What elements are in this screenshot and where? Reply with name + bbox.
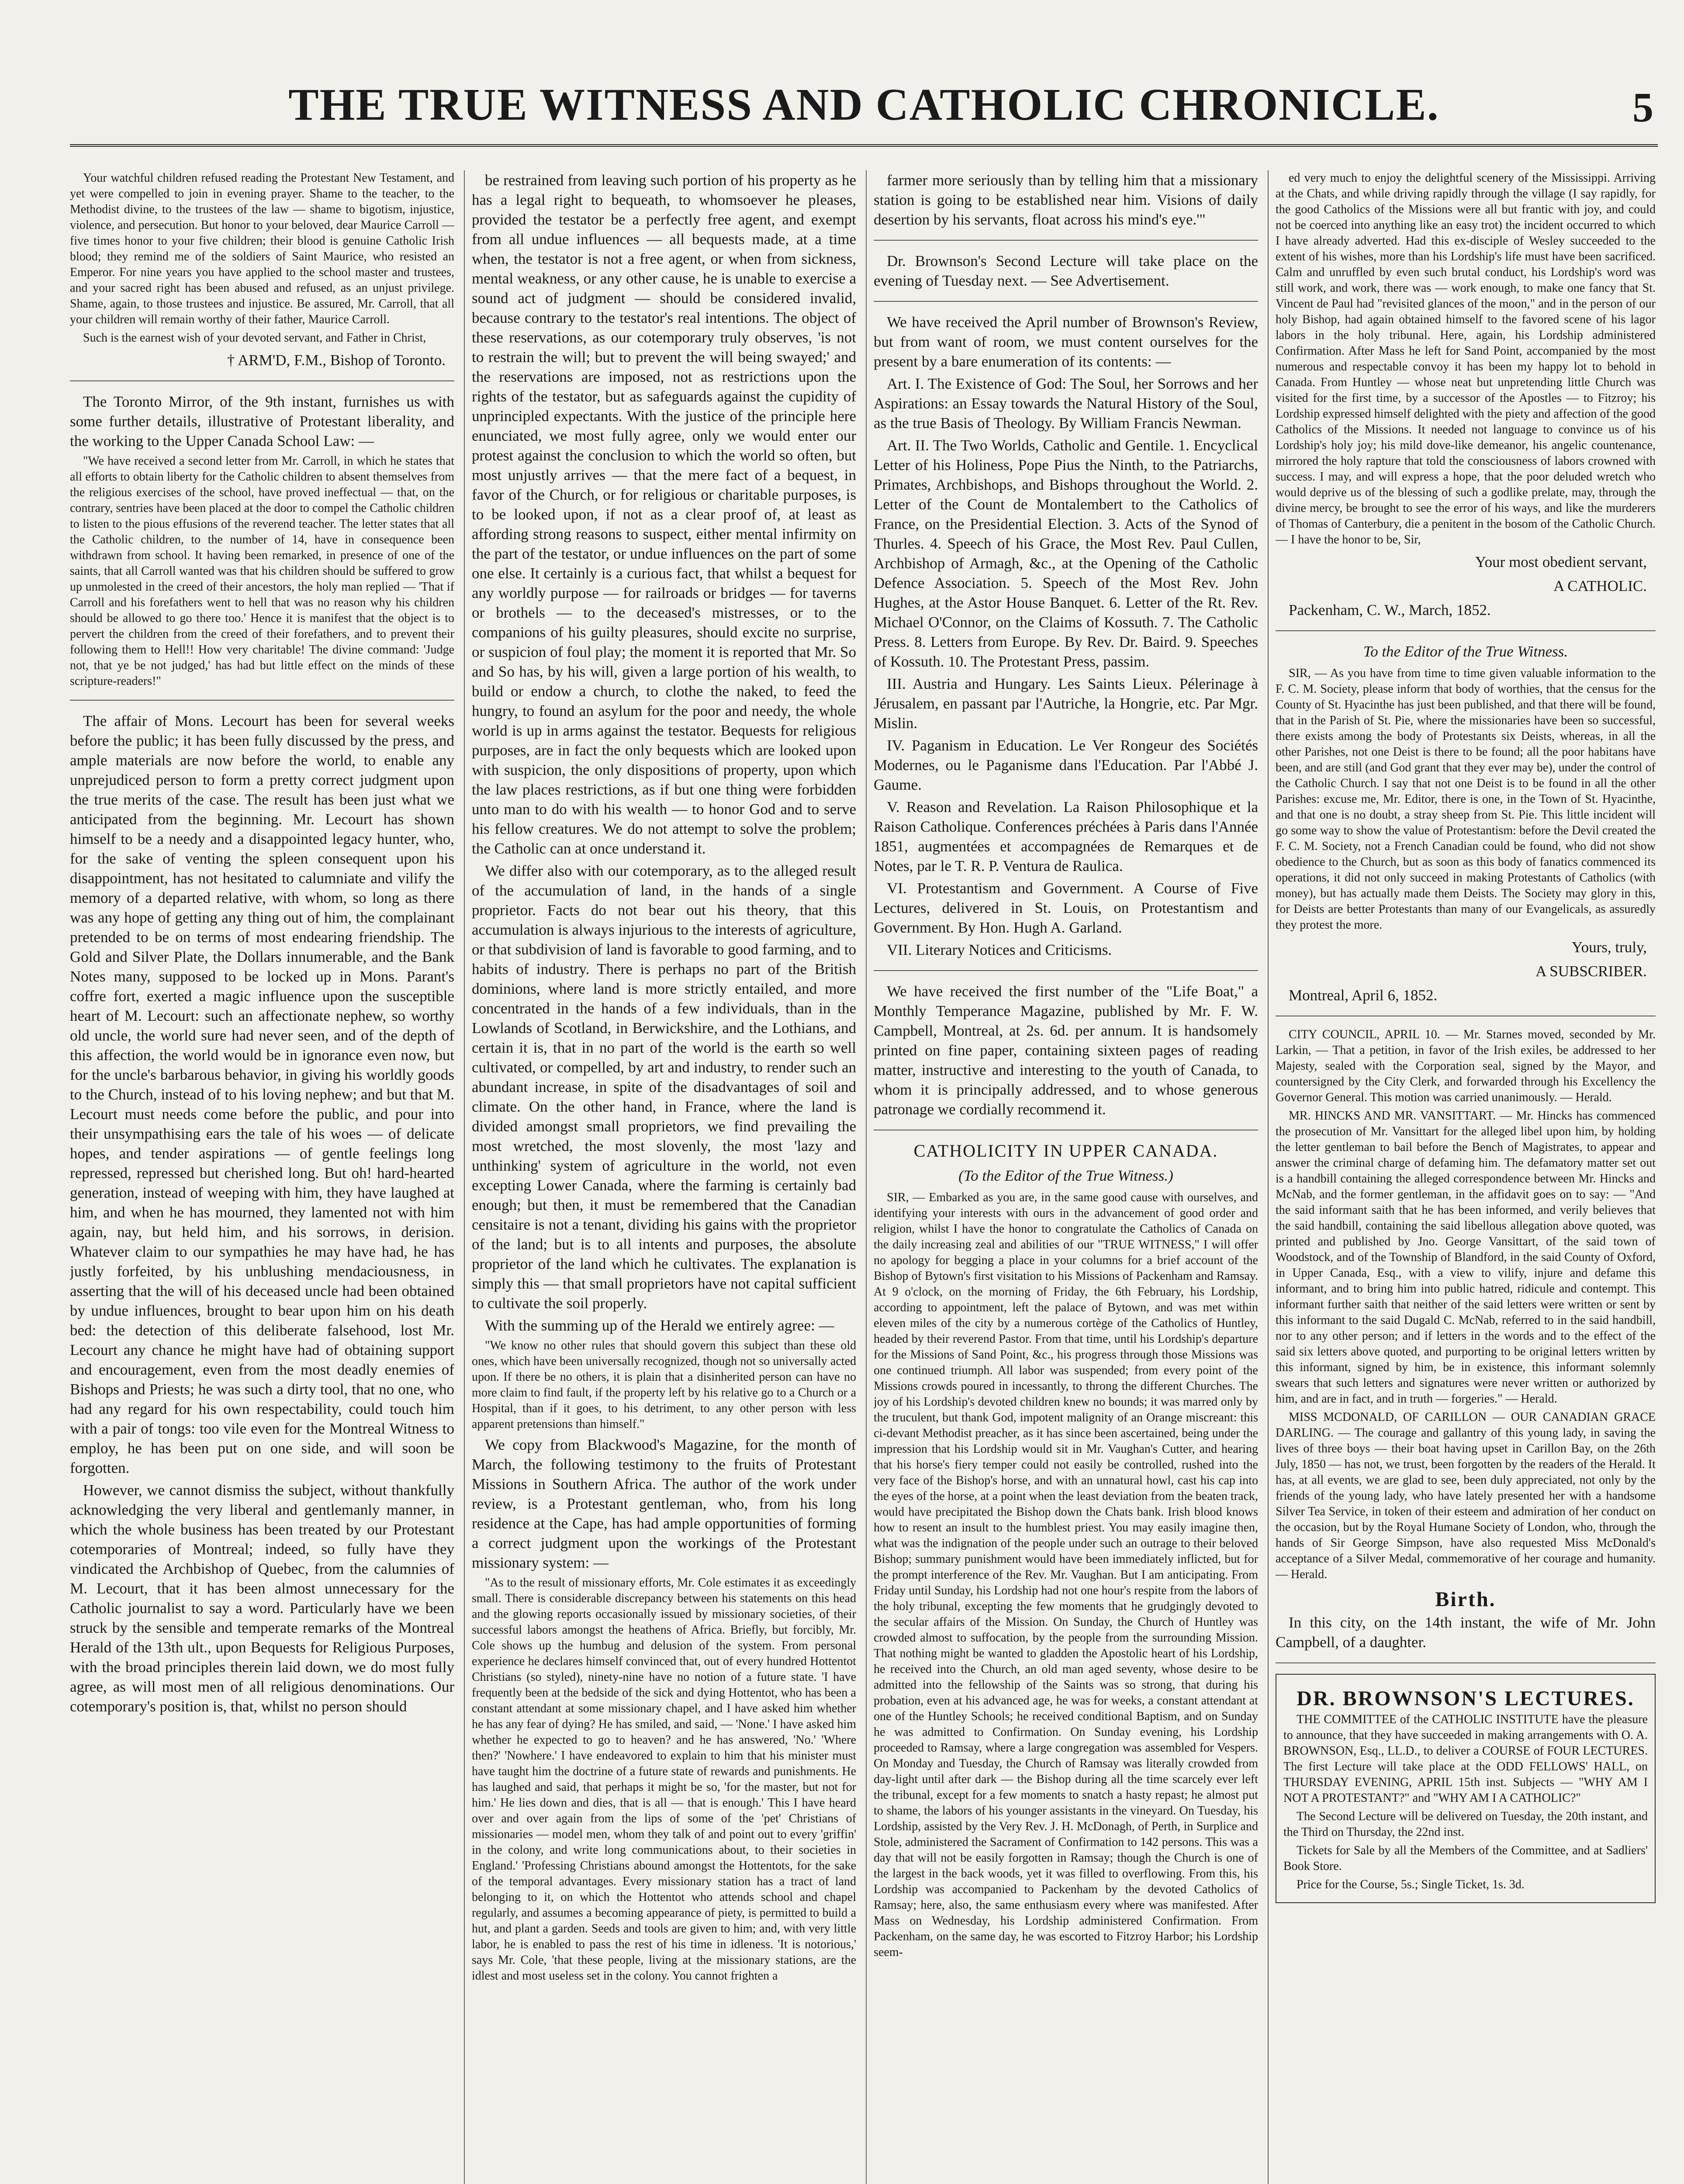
section-subheading: To the Editor of the True Witness.: [1363, 643, 1568, 660]
rule: [874, 240, 1258, 241]
birth-notice: In this city, on the 14th instant, the wife of Mr. John Campbell, of a daughter.: [1276, 1614, 1656, 1651]
news-item: CITY COUNCIL, APRIL 10. — Mr. Starnes moved, seconded by Mr. Larkin, — That a petition, in favor of the Irish exiles, be addressed to her Majesty, sealed with the Corporation seal, signed by the Mayor, and countersigned by the City Clerk, and forwarded through his Excellency the Governor General. This motion was carried unanimously. — Herald.: [1276, 1028, 1656, 1104]
review-item: Art. II. The Two Worlds, Catholic and Gentile. 1. Encyclical Letter of his Holiness, Pope Pius the Ninth, to the Patriarchs, Primates, Archbishops, and Bishops throughout the World. 2. Letter of the Count de Montalembert to the Catholics of France, on the Presidential Election. 3. Acts of the Synod of Thurles. 4. Speech of his Grace, the Most Rev. Paul Cullen, Archbishop of Armagh, &c., at the Opening of the Catholic Defence Association. 5. Speech of the Most Rev. John Hughes, at the Astor House Banquet. 6. Letter of the Rt. Rev. Michael O'Connor, on the Claims of Kossuth. 7. The Catholic Press. 8. Letters from Europe. By Rev. Dr. Baird. 9. Speeches of Kossuth. 10. The Protestant Press, passim.: [874, 437, 1258, 670]
rule: [70, 700, 454, 701]
advertisement-note: Tickets for Sale by all the Members of the Committee, and at Sadliers' Book Store.: [1283, 1844, 1648, 1873]
rule: [874, 970, 1258, 971]
review-item: V. Reason and Revelation. La Raison Philosophique et la Raison Catholique. Conferences préchées à Paris dans l'Année 1851, augmentées et accompagnées de Remarques et de Notes, par le T. R. P. Ventura de Raulica.: [874, 798, 1258, 874]
column-divider: [1268, 170, 1269, 2184]
column-4: [1276, 170, 1656, 2184]
advertisement-price: Price for the Course, 5s.; Single Ticket, 1s. 3d.: [1297, 1878, 1525, 1891]
page-number: 5: [1632, 84, 1653, 131]
letter-text: ed very much to enjoy the delightful scenery of the Mississippi. Arriving at the Chats, and while driving rapidly through the village (I say rapidly, for the good Catholics of the Missions were all but frantic with joy, and could not be coerced into anything like an easy trot) the incident occurred to which I have already adverted. Had this ex-disciple of Wesley succeeded to the extent of his wishes, more than his Lordship's life must have been sacrificed. Calm and unruffled by even such brutal conduct, his Lordship's word was still work, and work, there was — work enough, to make one fancy that St. Vincent de Paul had "revisited glances of the moon," and in the person of our holy Bishop, had again obtained himself to the favored scene of his lagor labors in the holy tribunal. Here, again, his Lordship administered Confirmation. After Mass he left for Sand Point, accompanied by the most numerous and respectable convoy it has been my happy lot to behold in Canada. From Huntley — whose neat but unpretending little Church was visited for the first time, by a successor of the Apostles — to Fitzroy; his Lordship expressed himself delighted with the piety and affection of the good Catholics of the Missions. It needed not language to convince us of his Lordship's holy joy; his mild dove-like demeanor, his angelic countenance, mirrored the holy rapture that told the consciousness of labors crowned with success. I may, and will express a hope, that the poor deluded wretch who would deprive us of the blessing of such a godlike prelate, may, through the divine mercy, be brought to see the error of his ways, and like the murderers of Thomas of Canterbury, die a penitent in the bosom of the Catholic Church. — I have the honor to be, Sir,: [1276, 171, 1656, 546]
review-item: IV. Paganism in Education. Le Ver Rongeur des Sociétés Modernes, ou le Paganisme dans l'Education. Par l'Abbé J. Gaume.: [874, 737, 1258, 793]
column-1: [70, 170, 454, 2184]
masthead: [70, 74, 1658, 157]
rule: [70, 380, 454, 381]
quotation: "As to the result of missionary efforts, Mr. Cole estimates it as exceedingly small. There is considerable discrepancy between his statements on this head and the glowing reports occasionally issued by missionary societies, of their successful labors amongst the heathens of Africa. Briefly, but forcibly, Mr. Cole shows up the humbug and delusion of the system. From personal experience he declares himself convinced that, out of every hundred Hottentot Christians (so styled), ninety-nine have no notion of a future state. 'I have frequently been at the bedside of the sick and dying Hottentot, who has been a constant attendant at some missionary chapel, and I have asked him whether he has any fear of dying? He has smiled, and said, — 'None.' I have asked him whether he expected to go to heaven? and he has answered, 'No.' 'Where then?' 'Nowhere.' I have endeavored to explain to him that his minister must have taught him the doctrine of a future state of rewards and punishments. He has laughed and said, that perhaps it might be so, 'for the master, but not for him.' He lies down and dies, that is all — that is enough.' This I have heard over and over again from the lips of some of the 'pet' Christians of missionaries — model men, whom they talk of and point out to every 'griffin' in the colony, and write long communications about, to their societies in England.' 'Professing Christians abound amongst the Hottentots, for the sake of the temporal advantages. Every missionary station has a tract of land belonging to it, on which the Hottentot who attends school and chapel regularly, and assumes a becoming appearance of piety, is permitted to build a hut, and plant a garden. Seeds and tools are given to him; and, with very little labor, he is enabled to pass the rest of his time in idleness. 'It is notorious,' says Mr. Cole, 'that these people, living at the missionary stations, are the idlest and most useless set in the colony. You cannot frighten a: [472, 1576, 856, 1983]
article-paragraph: We copy from Blackwood's Magazine, for the month of March, the following testimony to the fruits of Protestant Missions in Southern Africa. The author of the work under review, is a Protestant gentleman, who, from his long residence at the Cape, has had ample opportunities of forming a correct judgment upon the workings of the Protestant missionary system: —: [472, 1436, 856, 1571]
letter-text: SIR, — As you have from time to time given valuable information to the F. C. M. Society, please inform that body of worthies, that the census for the County of St. Hyacinthe has just been published, and that there will be found, that in the Parish of St. Pie, where the missionaries have been so successful, there exists among the body of Protestants six Deists, whereas, in all the other Parishes, not one Deist is there to be found; all the poor habitans have been, and are still (and God grant that they ever may be), under the control of the Catholic Church. I say that not one Deist is to be found in all the other Parishes: excuse me, Mr. Editor, there is one, in the Town of St. Hyacinthe, and that one is no doubt, a stray sheep from St. Pie. This little incident will go some way to show the value of Protestantism: before the Devil created the F. C. M. Society, not a French Canadian could be found, who did not show obedience to the Church, but as soon as this body of fanatics commenced its operations, it did not only succeed in making Protestants of Catholics (with money), but has actually made them Deists. The Society may glory in this, for Deists are better Protestants than many of our Evangelicals, as assuredly they protest the more.: [1276, 667, 1656, 932]
signature-name: A CATHOLIC.: [1553, 577, 1647, 594]
column-divider: [866, 170, 867, 2184]
article-paragraph: With the summing up of the Herald we entirely agree: —: [485, 1317, 834, 1334]
dateline: Montreal, April 6, 1852.: [1289, 987, 1438, 1004]
lecture-advertisement: [1276, 1674, 1656, 1903]
review-item: Art. I. The Existence of God: The Soul, her Sorrows and her Aspirations: an Essay towards the Natural History of the Soul, as the true Basis of Theology. By William Francis Newman.: [874, 375, 1258, 432]
advertisement-title: DR. BROWNSON'S LECTURES.: [1297, 1687, 1635, 1710]
dateline: Packenham, C. W., March, 1852.: [1289, 601, 1491, 619]
quotation: "We know no other rules that should govern this subject than these old ones, which have been universally recognized, though not so universally acted upon. If there be no others, it is plain that a disinherited person can have no more claim to find fault, if the property left by his relative go to a Church or a Hospital, than if it goes, to his detriment, to any other person with less apparent pretensions than himself.": [472, 1339, 856, 1431]
news-item: MISS MCDONALD, OF CARILLON — OUR CANADIAN GRACE DARLING. — The courage and gallantry of this young lady, in saving the lives of three boys — their boat having upset in Carillon Bay, on the 26th July, 1850 — has not, we trust, been forgotten by the readers of the Herald. It has, at all events, we are glad to see, been duly appreciated, not only by the friends of the young lady, who have lately presented her with a handsome Silver Tea Service, in token of their esteem and admiration of her conduct on the occasion, but by the Royal Humane Society of London, who, through the hands of Sir George Simpson, have also requested Miss McDonald's acceptance of a Silver Medal, commemorative of her courage and humanity. — Herald.: [1276, 1410, 1656, 1581]
article-paragraph: We differ also with our cotemporary, as to the alleged result of the accumulation of land, in the hands of a single proprietor. Facts do not bear out his theory, that this accumulation is always injurious to the interests of agriculture, or that subdivision of land is favorable to good farming, and to habits of industry. There is perhaps no part of the British dominions, where land is more strictly entailed, and more concentrated in the hands of a few individuals, than in the Lowlands of Scotland, in Berwickshire, and the Lothians, and certain it is, that in no part of the world is the earth so well cultivated, or compelled, by art and industry, to render such an abundant increase, in spite of the disadvantages of soil and climate. On the other hand, in France, where the land is divided amongst small proprietors, we find prevailing the most wretched, the most slovenly, the most 'lazy and unthinking' system of agriculture in the world, not even excepting Lower Canada, where the farming is certainly bad enough; but then, it must be remembered that the Canadian censitaire is not a tenant, dividing his gains with the proprietor of the land; but is to all intents and purposes, the absolute proprietor of the land which he cultivates. The explanation is simply this — that small proprietors have not capital sufficient to cultivate the soil properly.: [472, 862, 856, 1312]
rule: [874, 301, 1258, 302]
column-divider: [464, 170, 465, 2184]
review-item: VI. Protestantism and Government. A Course of Five Lectures, delivered in St. Louis, on Protestantism and Government. By Hon. Hugh A. Garland.: [874, 880, 1258, 936]
news-item: MR. HINCKS AND MR. VANSITTART. — Mr. Hincks has commenced the prosecution of Mr. Vansittart for the alleged libel upon him, by holding the letter gentleman to bail before the Bench of Magistrates, to appear and answer the criminal charge of defaming him. The defamatory matter set out is a handbill containing the alleged correspondence between Mr. Hincks and McNab, and the former gentleman, in the affidavit goes on to say: — "And the said informant saith that he has been informed, and verily believes that the said handbill, containing the said libellous allegation above quoted, was printed and published by Jno. George Vansittart, of the said town of Woodstock, and of the Township of Blandford, in the said County of Oxford, in Upper Canada, Esq., with a view to vilify, injure and defame this informant, and to bring him into public hatred, ridicule and contempt. This informant further saith that neither of the said letters were written or sent by this informant to the said Dugald C. McNab, referred to in the said handbill, nor to any other person; and if letters in the words and to the effect of the said six letters above quoted, and purporting to be original letters written by this informant, signed by him, be in existence, this informant solemnly swears that such letters and signatures were never written or authorized by him, and are in fact, and in truth — forgeries." — Herald.: [1276, 1109, 1656, 1406]
letter-text: Your watchful children refused reading the Protestant New Testament, and yet were compelled to join in evening prayer. Shame to the teacher, to the Methodist divine, to the trustees of the law — shame to bigotism, injustice, violence, and persecution. But honor to your beloved, dear Maurice Carroll — five times honor to your five children; their blood is genuine Catholic Irish blood; they remind me of the soldiers of Saint Maurice, who resisted an Emperor. For nine years you have applied to the school master and trustees, and your sacred right has been abused and refused, as an unjust privilege. Shame, again, to those trustees and injustice. Be assured, Mr. Carroll, that all your children will remain worthy of their father, Maurice Carroll.: [70, 171, 454, 326]
section-heading: CATHOLICITY IN UPPER CANADA.: [913, 1141, 1218, 1161]
article-paragraph: The affair of Mons. Lecourt has been for several weeks before the public; it has been fully discussed by the press, and ample materials are now before the world, to enable any unprejudiced person to form a pretty correct judgment upon the true merits of the case. The result has been just what we anticipated from the beginning. Mr. Lecourt has shown himself to be a needy and a disappointed legacy hunter, who, for the sake of venting the spleen consequent upon his disappointment, has not hesitated to calumniate and vilify the memory of a departed relative, with whom, so long as there was any hope of getting any thing out of him, the complainant pretended to be on terms of most endearing friendship. The Gold and Silver Plate, the Dollars innumerable, and the Bank Notes many, supposed to be locked up in Mons. Parant's coffre fort, exerted a magic influence upon the susceptible heart of M. Lecourt: such an affectionate nephew, so worthy old uncle, the world sure had never seen, and of the depth of this affection, the world would be in ignorance even now, but for the uncle's barbarous behavior, in giving his worldly goods to the Church, instead of to his loving nephew; and but that M. Lecourt must needs come before the public, and pour into their unsympathising ears the tale of his woes — of delicate hopes, and tender aspirations — of gentle feelings long repressed, repressed but cherished long. But oh! hard-hearted generation, instead of weeping with him, they have laughed at him, and when he has mourned, they lamented not with him again, nay, but held him, and his sorrows, in derision. Whatever claim to our sympathies he may have had, he has justly forfeited, by his unblushing mendaciousness, in asserting that the will of his deceased uncle had been obtained by undue influences, brought to bear upon him on his death bed: the detection of this deliberate falsehood, lost Mr. Lecourt any chance he might have had of obtaining support and encouragement, even from the most deadly enemies of Bishops and Priests; he was such a dirty tool, that no one, who had any regard for his own respectability, could touch him with a pair of tongs: too vile even for the Montreal Witness to employ, he has been put on one side, and will soon be forgotten.: [70, 712, 454, 1476]
masthead-rule: [70, 144, 1658, 147]
signature-name: A SUBSCRIBER.: [1535, 963, 1647, 980]
advertisement-note: The Second Lecture will be delivered on Tuesday, the 20th instant, and the Third on Thursday, the 22nd inst.: [1283, 1810, 1648, 1839]
rule: [1276, 630, 1656, 631]
birth-heading: Birth.: [1435, 1588, 1496, 1611]
rule: [1276, 1662, 1656, 1663]
quotation-end: farmer more seriously than by telling him that a missionary station is going to be established near him. Visions of daily desertion by his servants, float across his mind's eye.'": [874, 172, 1258, 228]
review-item: VII. Literary Notices and Criticisms.: [887, 941, 1112, 958]
letter-close: Such is the earnest wish of your devoted servant, and Father in Christ,: [83, 331, 426, 345]
article-paragraph: We have received the first number of the "Life Boat," a Monthly Temperance Magazine, published by Mr. F. W. Campbell, Montreal, at 2s. 6d. per annum. It is handsomely printed on fine paper, containing sixteen pages of reading matter, instructive and interesting to the youth of Canada, to whom it is principally addressed, and to whose generous patronage we cordially recommend it.: [874, 983, 1258, 1118]
review-intro: We have received the April number of Brownson's Review, but from want of room, we must content ourselves for the present by a bare enumeration of its contents: —: [874, 314, 1258, 370]
advertisement-body: THE COMMITTEE of the CATHOLIC INSTITUTE have the pleasure to announce, that they have succeeded in making arrangements with O. A. BROWNSON, Esq., LL.D., to deliver a COURSE of FOUR LECTURES. The first Lecture will take place at the ODD FELLOWS' HALL, on THURSDAY EVENING, APRIL 15th inst. Subjects — "WHY AM I NOT A PROTESTANT?" and "WHY AM I A CATHOLIC?": [1283, 1713, 1648, 1805]
review-item: III. Austria and Hungary. Les Saints Lieux. Pélerinage à Jérusalem, en passant par l'Autriche, la Hongrie, etc. Par Mgr. Mislin.: [874, 675, 1258, 732]
column-3: [874, 170, 1258, 2184]
section-subheading: (To the Editor of the True Witness.): [958, 1167, 1173, 1184]
bishop-signature: † ARM'D, F.M., Bishop of Toronto.: [227, 352, 446, 369]
newspaper-title: THE TRUE WITNESS AND CATHOLIC CHRONICLE.: [288, 79, 1439, 130]
article-paragraph: However, we cannot dismiss the subject, without thankfully acknowledging the very liberal and gentlemanly manner, in which the whole business has been treated by our Protestant cotemporaries of Montreal; indeed, so fully have they vindicated the Archbishop of Quebec, from the calumnies of M. Lecourt, that it has been almost unnecessary for the Catholic journalist to say a word. Particularly have we been struck by the sensible and temperate remarks of the Montreal Herald of the 13th ult., upon Bequests for Religious Purposes, with the broad principles therein laid down, we do most fully agree, as will most men of all religious denominations. Our cotemporary's position is, that, whilst no person should: [70, 1482, 454, 1715]
article-paragraph: be restrained from leaving such portion of his property as he has a legal right to bequeath, to whomsoever he pleases, provided the testator be a perfectly free agent, and exempt from all undue influences — all bequests made, at a time when, the testator is not a free agent, or when from sickness, mental weakness, or any other cause, he is unable to exercise a sound act of judgment — should be considered invalid, because contrary to the testator's real intentions. The object of these reservations, as our cotemporary truly observes, 'is not to restrain the will; but to prevent the will being swayed;' and the reservations are imposed, not as restrictions upon the rights of the testator, but as safeguards against the cupidity of unprincipled expectants. With the justice of the principle here enunciated, we most fully agree, only we would enter our protest against the conclusion to which the world so often, but most unjustly arrives — that the mere fact of a bequest, in favor of the Church, or for religious or charitable purposes, is to be looked upon, if not as a clear proof of, at least as affording strong reasons to suspect, either mental infirmity on the part of the testator, or undue influences on the part of some one else. It certainly is a curious fact, that whilst a bequest for any worldly purpose — for railroads or bridges — for taverns or brothels — to the deceased's mistresses, or to the companions of his guilty pleasures, should excite no surprise, or suspicion of foul play; the moment it is reported that Mr. So and So has, by his will, given a large portion of his wealth, to build or endow a church, to clothe the naked, to feed the hungry, to found an asylum for the poor and needy, the whole world is up in arms against the testator. Bequests for religious purposes, are in fact the only bequests which are looked upon with suspicion, the only dispositions of property, upon which the law places restrictions, as if but one thing were forbidden unto man to do with his wealth — to honor God and to serve his fellow creatures. We do not attempt to solve the problem; the Catholic can at once understand it.: [472, 172, 856, 857]
article-paragraph: The Toronto Mirror, of the 9th instant, furnishes us with some further details, illustrative of Protestant liberality, and the working to the Upper Canada School Law: —: [70, 393, 454, 449]
column-2: [472, 170, 856, 2184]
letter-text: SIR, — Embarked as you are, in the same good cause with ourselves, and identifying your interests with ours in the advancement of good order and religion, whilst I have the honor to congratulate the Catholics of Canada on the daily increasing zeal and abilities of our "TRUE WITNESS," I will offer no apology for begging a place in your columns for a brief account of the Bishop of Bytown's first visitation to his Missions of Packenham and Ramsay. At 9 o'clock, on the morning of Friday, the 6th February, his Lordship, according to appointment, left the palace of Bytown, and was met within eleven miles of the city by a numerous cortège of the Catholics of Huntley, headed by their reverend Pastor. From that time, until his Lordship's departure for the Missions of Sand Point, &c., his progress through those Missions was one continued triumph. All labor was suspended; from every point of the Missions crowds poured in incessantly, to throng the different Churches. The joy of his Lordship's devoted children knew no bounds; it was marred only by the truculent, but thank God, impotent malignity of an Orange miscreant: this ci-devant Methodist preacher, as it has since been ascertained, being under the impression that his Lordship would sit in Mr. Vaughan's Cutter, and hearing that his horse's fiery temper could not easily be controlled, rushed into the very face of the Bishop's horse, and with an unnatural howl, cast his cap into the eyes of the horse, at a point when the least deviation from the beaten track, would have precipitated the Bishop down the Chats bank. Irish blood knows how to resent an insult to the humblest priest. You may easily imagine then, what was the indignation of the people under such an outrage to their beloved Bishop; summary punishment would have been immediately inflicted, but for the prompt interference of the Rev. Mr. Vaughan. But I am anticipating. From Friday until Sunday, his Lordship had not one hour's respite from the labors of the holy tribunal, excepting the few moments that he grudgingly devoted to the secular affairs of the Mission. On Sunday, the Church of Huntley was crowded almost to suffocation, by the people from the surrounding Mission. That nothing might be wanted to gladden the Apostolic heart of his Lordship, he received into the Church, an old man aged seventy, whose desire to be admitted into the fellowship of the Saints was so strong, that during his probation, even at his advanced age, he was for weeks, a constant attendant at one of the Huntley Schools; he received conditional Baptism, and on Sunday he was admitted to Confirmation. On Sunday evening, his Lordship proceeded to Ramsay, where a large congregation was assembled for Vespers. On Monday and Tuesday, the Church of Ramsay was literally crowded from day-light until after dark — the Bishop during all the time scarcely ever left the tribunal, except for a few moments to snatch a hasty repast; he almost put to shame, the labors of his younger assistants in the vineyard. On Tuesday, his Lordship, assisted by the Very Rev. J. H. McDonagh, of Perth, in Surplice and Stole, administered the Sacrament of Confirmation to 142 persons. This was a day that will not be easily forgotten in Ramsay; though the Church is one of the largest in the back woods, yet it was filled to overflowing. From this, his Lordship was accompanied to Packenham by the devoted Catholics of Ramsay; here, also, the same enthusiasm every where was manifested. After Mass on Wednesday, his Lordship administered Confirmation. From Packenham, on the same day, he was escorted to Fitzroy Harbor; his Lordship seem-: [874, 1191, 1258, 1959]
lecture-notice: Dr. Brownson's Second Lecture will take place on the evening of Tuesday next. — See Advertisement.: [874, 252, 1258, 289]
quotation: "We have received a second letter from Mr. Carroll, in which he states that all efforts to obtain liberty for the Catholic children to absent themselves from the religious exercises of the school, have proved ineffectual — that, on the contrary, sentries have been placed at the door to compel the Catholic children to listen to the pious effusions of the reverend teacher. The letter states that all the Catholic children, to the number of 14, have in consequence been withdrawn from school. It having been remarked, in presence of one of the saints, that all Carroll wanted was that his children should be suffered to grow up unmolested in the creed of their ancestors, the holy man replied — 'That if Carroll and his forefathers went to hell that was no reason why his children should be allowed to go there too.' Hence it is manifest that the object is to pervert the children from the creed of their forefathers, and to prevent their following them to Hell!! How very charitable! The divine command: 'Judge not, that ye be not judged,' has had but little effect on the minds of these scripture-readers!": [70, 454, 454, 688]
signature-line: Yours, truly,: [1571, 939, 1647, 956]
signature-line: Your most obedient servant,: [1475, 553, 1647, 570]
